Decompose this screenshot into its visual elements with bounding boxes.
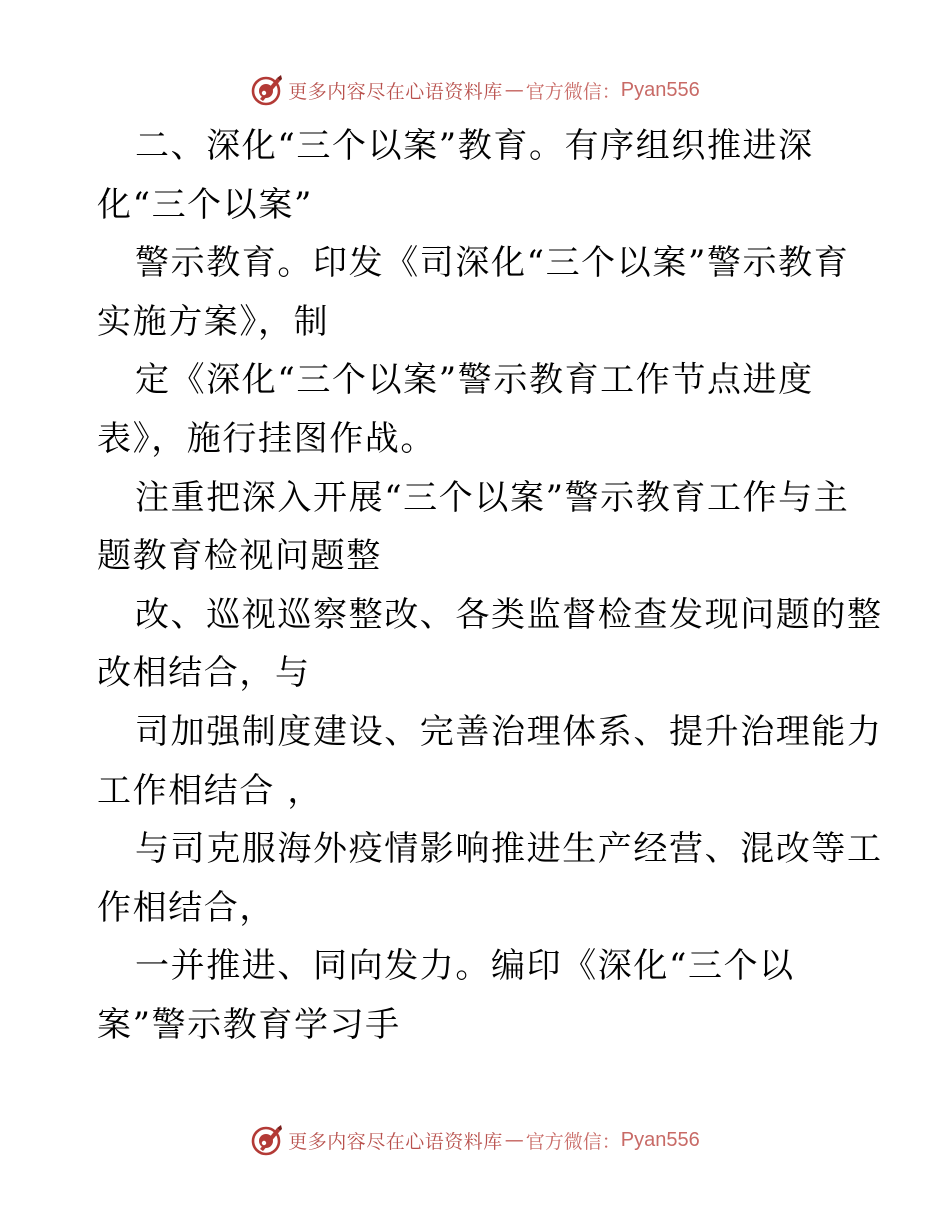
banner-wechat-label: 官方微信： bbox=[525, 1130, 621, 1153]
body-line: 二、深化“三个以案”教育。有序组织推进深 bbox=[135, 126, 814, 166]
body-line: 表》，施行挂图作战。 bbox=[97, 418, 436, 459]
body-line: 警示教育。印发《司深化“三个以案”警示教育 bbox=[135, 243, 850, 284]
body-line: 化“三个以案” bbox=[97, 184, 313, 225]
banner-dash: — bbox=[504, 1129, 524, 1151]
banner-site-text: 更多内容尽在心语资料库 bbox=[288, 80, 503, 103]
body-line: 定《深化“三个以案”警示教育工作节点进度 bbox=[135, 360, 814, 401]
body-line: 改相结合，与 bbox=[97, 653, 311, 694]
body-line: 实施方案》，制 bbox=[97, 301, 330, 342]
header-banner bbox=[0, 70, 950, 110]
body-line: 司加强制度建设、完善治理体系、提升治理能力 bbox=[135, 711, 883, 752]
banner-site-text: 更多内容尽在心语资料库 bbox=[288, 1130, 503, 1153]
banner-account-id: Pyan556 bbox=[620, 78, 700, 101]
banner-account-id: Pyan556 bbox=[620, 1128, 700, 1151]
quill-pen-logo-icon bbox=[250, 1123, 284, 1157]
body-line: 题教育检视问题整 bbox=[97, 536, 382, 577]
body-line: 案”警示教育学习手 bbox=[97, 1004, 401, 1045]
body-line: 作相结合， bbox=[97, 887, 275, 928]
quill-pen-logo-icon bbox=[250, 73, 284, 107]
body-line: 一并推进、同向发力。编印《深化“三个以 bbox=[135, 946, 795, 987]
footer-banner bbox=[0, 1120, 950, 1160]
body-line: 与司克服海外疫情影响推进生产经营、混改等工 bbox=[135, 829, 883, 870]
body-line: 改、巡视巡察整改、各类监督检查发现问题的整 bbox=[135, 594, 883, 635]
body-line: 注重把深入开展“三个以案”警示教育工作与主 bbox=[135, 477, 850, 518]
document-body bbox=[97, 117, 883, 1055]
body-line: 工作相结合 ， bbox=[97, 770, 324, 811]
banner-dash: — bbox=[504, 79, 524, 101]
banner-wechat-label: 官方微信： bbox=[525, 80, 621, 103]
